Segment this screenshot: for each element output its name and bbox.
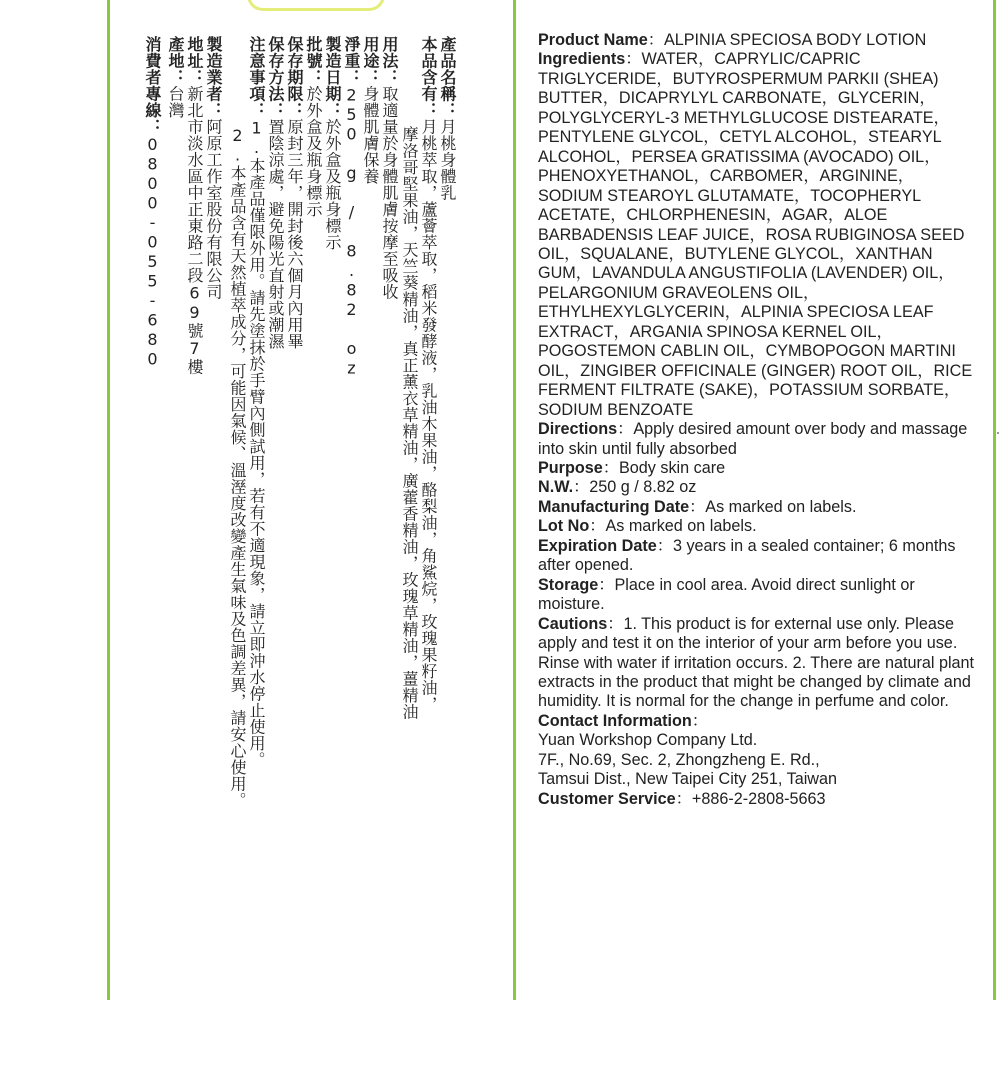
en-ingredients: Ingredients：WATER，CAPRYLIC/CAPRIC TRIGLYCERIDE，BUTYROSPERMUM PARKII (SHEA) BUTTER，DICAPRYLYL CARBONATE，GLYCERIN，POLYGLYCERYL-3 METHYLGLUCOSE DISTEARATE，PENTYLENE GLYCOL，CETYL ALCOHOL，STEARYL ALCOHOL，PERSEA GRATISSIMA (AVOCADO) OIL，PHENOXYETHANOL，CARBOMER，ARGININE，SODIUM STEAROYL GLUTAMATE，TOCOPHERYL ACETATE，CHLORPHENESIN，AGAR，ALOE BARBADENSIS LEAF JUICE，ROSA RUBIGINOSA SEED OIL，SQUALANE，BUTYLENE GLYCOL，XANTHAN GUM，LAVANDULA ANGUSTIFOLIA (LAVENDER) OIL，PELARGONIUM GRAVEOLENS OIL，ETHYLHEXYLGLYCERIN，ALPINIA SPECIOSA LEAF EXTRACT，ARGANIA SPINOSA KERNEL OIL，POGOSTEMON CABLIN OIL，CYMBOPOGON MARTINI OIL，ZINGIBER OFFICINALE (GINGER) ROOT OIL，RICE FERMENT FILTRATE (SAKE)，POTASSIUM SORBATE，SODIUM BENZOATE bbox=[538, 50, 973, 419]
zh-purpose: 用途：身體肌膚保養 bbox=[361, 36, 380, 185]
en-mfg-date: Manufacturing Date：As marked on labels. bbox=[538, 497, 857, 516]
right-green-border bbox=[993, 0, 996, 1000]
english-label-text bbox=[538, 31, 978, 809]
zh-cautions-line2: 2.本產品含有天然植萃成分，可能因氣候、溫溼度改變產生氣味及色調差異，請安心使用。 bbox=[228, 126, 247, 809]
zh-usage: 用法：取適量於身體肌膚按摩至吸收 bbox=[380, 36, 399, 300]
en-expiration: Expiration Date：3 years in a sealed container; 6 months after opened. bbox=[538, 536, 956, 575]
en-lot-no: Lot No：As marked on labels. bbox=[538, 517, 757, 536]
en-storage: Storage：Place in cool area. Avoid direct sunlight or moisture. bbox=[538, 575, 915, 614]
zh-mfg-date: 製造日期：於外盒及瓶身標示 bbox=[323, 36, 342, 251]
en-product-name: Product Name：ALPINIA SPECIOSA BODY LOTION bbox=[538, 31, 927, 49]
zh-hotline: 消費者專線：0800-055-680 bbox=[143, 36, 162, 369]
zh-origin: 產地：台灣 bbox=[166, 36, 185, 119]
zh-storage: 保存方法：置陰涼處，避免陽光直射或潮濕 bbox=[266, 36, 285, 350]
en-directions: Directions：Apply desired amount over body and massage into skin until fully absorbed bbox=[538, 420, 968, 458]
chinese-label-panel bbox=[0, 0, 513, 1000]
en-cautions: Cautions：1. This product is for external use only. Please apply and test it on the interior of your arm before you use. Rinse with water if irritation occurs. 2. There are natural plant extracts in the product that might be changed by climate and humidity. It is normal for the change in perfume and color. bbox=[538, 614, 975, 711]
zh-shelf-life: 保存期限：原封三年，開封後六個月內用畢 bbox=[285, 36, 304, 350]
zh-ingredients: 本品含有：月桃萃取，蘆薈萃取，稻米發酵液，乳油木果油，酪梨油，角鯊烷，玫瑰果籽油， bbox=[419, 36, 438, 713]
zh-net-weight: 淨重：250 g / 8.82 oz bbox=[342, 36, 361, 378]
english-label-panel bbox=[516, 0, 993, 1000]
speck bbox=[997, 432, 999, 434]
en-contact: Contact Information： Yuan Workshop Company Ltd. 7F., No.69, Sec. 2, Zhongzheng E. Rd., Tamsui Dist., New Taipei City 251, Taiwan bbox=[538, 711, 837, 789]
en-customer-service: Customer Service：+886-2-2808-5663 bbox=[538, 789, 826, 808]
zh-address: 地址：新北市淡水區中正東路二段69號7樓 bbox=[185, 36, 204, 375]
zh-manufacturer: 製造業者：阿原工作室股份有限公司 bbox=[204, 36, 223, 300]
zh-product-name: 產品名稱：月桃身體乳 bbox=[438, 36, 457, 201]
zh-cautions: 注意事項：1.本產品僅限外用。請先塗抹於手臂內側試用，若有不適現象，請立即沖水停止使用。 bbox=[247, 36, 266, 768]
en-net-weight: N.W.：250 g / 8.82 oz bbox=[538, 478, 697, 497]
zh-ingredients-line2: 摩洛哥堅果油，天竺葵精油，真正薰衣草精油，廣藿香精油，玫瑰草精油，薑精油 bbox=[400, 126, 419, 720]
en-purpose: Purpose：Body skin care bbox=[538, 458, 726, 477]
zh-lot-no: 批號：於外盒及瓶身標示 bbox=[304, 36, 323, 218]
